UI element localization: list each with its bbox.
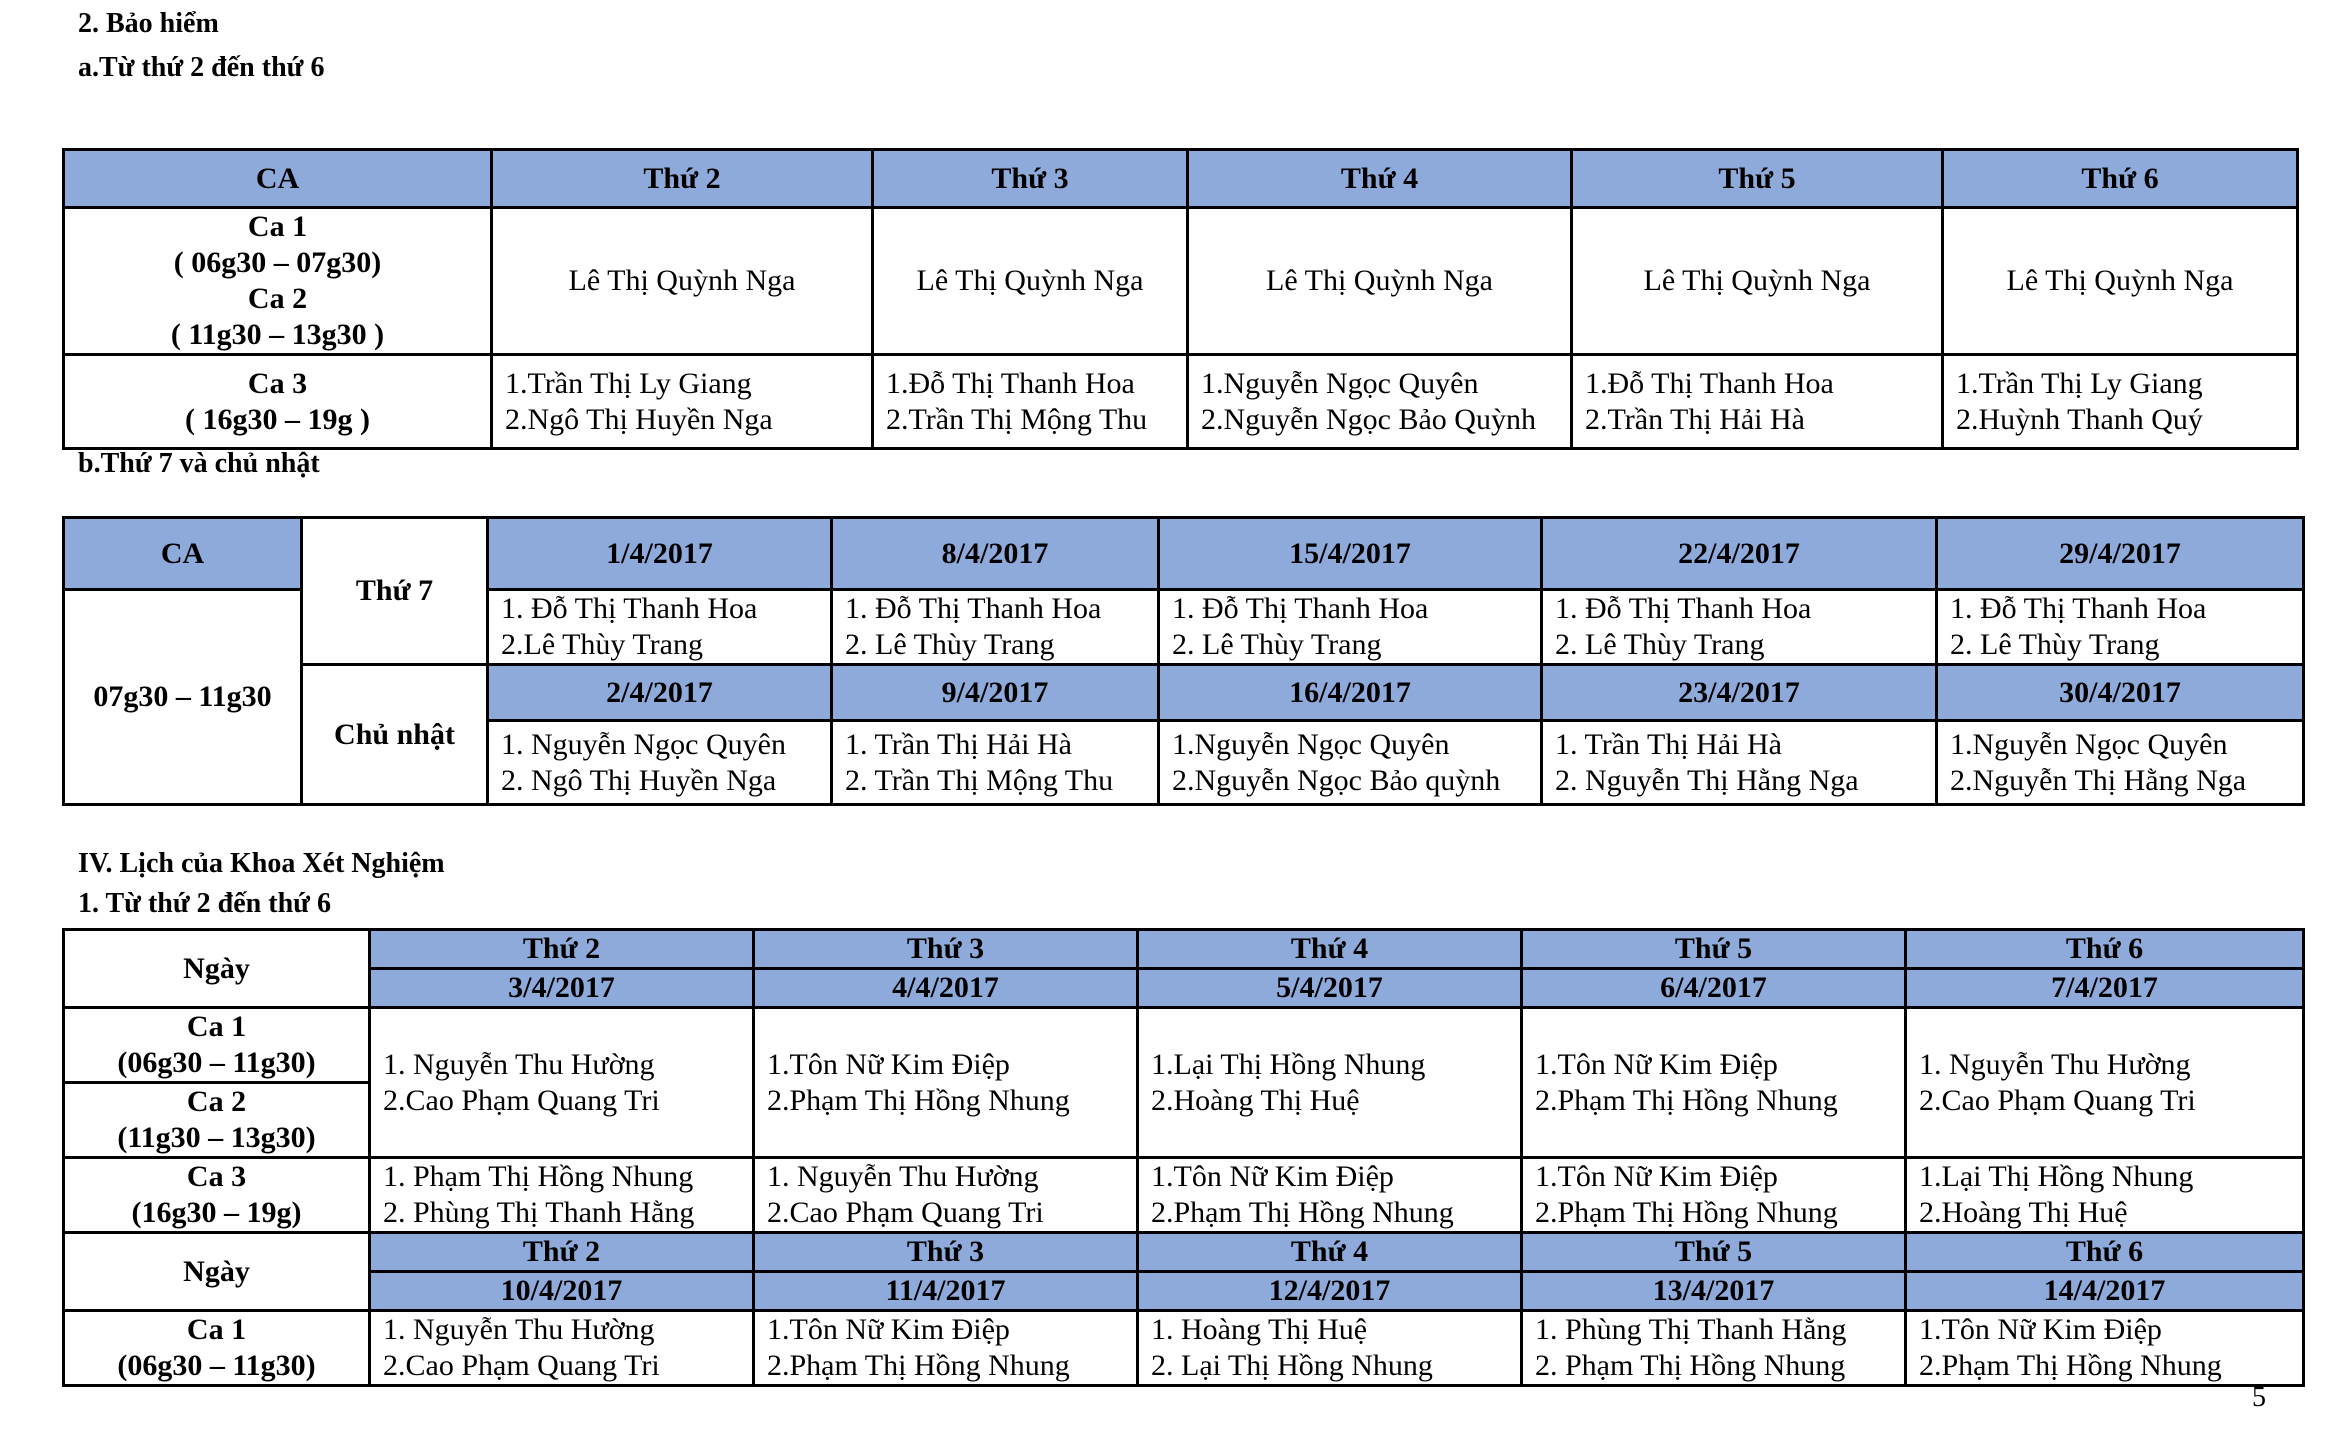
staff-name: 1. Phạm Thị Hồng Nhung <box>383 1160 694 1193</box>
staff-name: 2. Phùng Thị Thanh Hằng <box>383 1196 695 1229</box>
shift-line: ( 11g30 – 13g30 ) <box>170 318 385 351</box>
table-row <box>64 1311 2304 1386</box>
table-cell <box>1906 1311 2304 1386</box>
staff-name: 1. Đỗ Thị Thanh Hoa <box>1950 592 2207 625</box>
staff-name: 2.Cao Phạm Quang Tri <box>767 1196 1044 1229</box>
staff-name: 1.Trần Thị Ly Giang <box>1956 366 2203 400</box>
col-header: Thứ 2 <box>492 150 873 208</box>
table-b-sun-date-row <box>64 665 2304 721</box>
table-cell <box>1937 590 2304 665</box>
date-header: 7/4/2017 <box>1906 969 2304 1008</box>
col-header: Thứ 5 <box>1572 150 1943 208</box>
staff-name: 2.Phạm Thị Hồng Nhung <box>767 1083 1070 1117</box>
staff-name: 1.Đỗ Thị Thanh Hoa <box>1585 366 1834 400</box>
shift-line: ( 06g30 – 07g30) <box>173 246 382 279</box>
staff-name: 1. Đỗ Thị Thanh Hoa <box>1555 592 1812 625</box>
table-a <box>62 148 2299 450</box>
date-header: 10/4/2017 <box>370 1272 754 1311</box>
staff-name: 2. Lê Thùy Trang <box>1950 628 2160 661</box>
staff-name: 2.Phạm Thị Hồng Nhung <box>1535 1083 1838 1117</box>
shift-line: (16g30 – 19g) <box>131 1196 302 1229</box>
staff-name: 1. Phùng Thị Thanh Hằng <box>1535 1313 1847 1346</box>
date-header: 22/4/2017 <box>1542 518 1937 590</box>
staff-name: 1. Nguyễn Thu Hường <box>1919 1047 2191 1081</box>
shift-line: (06g30 – 11g30) <box>117 1046 316 1079</box>
staff-name: 2.Phạm Thị Hồng Nhung <box>1535 1196 1838 1229</box>
shift-label <box>64 355 492 449</box>
table-a-header-row <box>64 150 2298 208</box>
staff-name: 1.Trần Thị Ly Giang <box>505 366 752 400</box>
table-cell <box>1542 721 1937 805</box>
table-cell <box>1188 355 1572 449</box>
table-cell: Lê Thị Quỳnh Nga <box>873 208 1188 355</box>
table-cell <box>1572 355 1943 449</box>
shift-line: ( 16g30 – 19g ) <box>185 402 370 436</box>
staff-name: 1.Nguyễn Ngọc Quyên <box>1950 727 2228 761</box>
week1-date-row <box>64 969 2304 1008</box>
table-cell <box>1138 1158 1522 1233</box>
week2-day-row <box>64 1233 2304 1272</box>
table-row <box>64 208 2298 355</box>
table-cell: Lê Thị Quỳnh Nga <box>1572 208 1943 355</box>
section-title: 2. Bảo hiểm <box>78 8 219 39</box>
shift-label <box>64 1008 370 1083</box>
time-label: 07g30 – 11g30 <box>64 590 302 805</box>
ca-header: CA <box>64 518 302 590</box>
staff-name: 1. Nguyễn Thu Hường <box>383 1047 655 1081</box>
staff-name: 1. Nguyễn Ngọc Quyên <box>501 727 786 761</box>
date-header: 2/4/2017 <box>488 665 832 721</box>
col-header: CA <box>64 150 492 208</box>
staff-name: 1.Tôn Nữ Kim Điệp <box>1919 1313 2162 1346</box>
day-label: Ngày <box>64 930 370 1008</box>
table-cell <box>1522 1311 1906 1386</box>
staff-name: 2.Nguyễn Ngọc Bảo quỳnh <box>1172 763 1501 797</box>
staff-name: 2.Nguyễn Ngọc Bảo Quỳnh <box>1201 402 1536 436</box>
date-header: 12/4/2017 <box>1138 1272 1522 1311</box>
table-cell <box>873 355 1188 449</box>
staff-name: 1.Tôn Nữ Kim Điệp <box>1535 1160 1778 1193</box>
table-cell <box>370 1158 754 1233</box>
table-cell <box>1138 1008 1522 1158</box>
staff-name: 1.Lại Thị Hồng Nhung <box>1151 1047 1426 1081</box>
staff-name: 2. Lê Thùy Trang <box>1172 628 1382 661</box>
table-cell: Lê Thị Quỳnh Nga <box>492 208 873 355</box>
sunday-label: Chủ nhật <box>302 665 488 805</box>
table-b <box>62 516 2305 806</box>
staff-name: 2. Lê Thùy Trang <box>845 628 1055 661</box>
staff-name: 1. Đỗ Thị Thanh Hoa <box>501 592 758 625</box>
table-cell <box>1937 721 2304 805</box>
week1-day-row <box>64 930 2304 969</box>
page-number: 5 <box>2252 1382 2266 1413</box>
date-header: 15/4/2017 <box>1159 518 1542 590</box>
table-cell <box>832 721 1159 805</box>
staff-name: 1. Nguyễn Thu Hường <box>767 1160 1039 1193</box>
table-cell <box>1522 1008 1906 1158</box>
date-header: 8/4/2017 <box>832 518 1159 590</box>
staff-name: 1.Tôn Nữ Kim Điệp <box>1151 1160 1394 1193</box>
day-label: Ngày <box>64 1233 370 1311</box>
staff-name: 1. Đỗ Thị Thanh Hoa <box>845 592 1102 625</box>
table-cell <box>754 1158 1138 1233</box>
shift-line: Ca 3 <box>247 366 308 400</box>
staff-name: 2.Lê Thùy Trang <box>501 628 703 661</box>
day-header: Thứ 2 <box>370 1233 754 1272</box>
table-cell <box>488 590 832 665</box>
shift-label <box>64 1311 370 1386</box>
staff-name: 1. Hoàng Thị Huệ <box>1151 1313 1368 1346</box>
shift-line: Ca 3 <box>186 1160 247 1193</box>
date-header: 9/4/2017 <box>832 665 1159 721</box>
staff-name: 2. Lê Thùy Trang <box>1555 628 1765 661</box>
table-c <box>62 928 2305 1387</box>
date-header: 3/4/2017 <box>370 969 754 1008</box>
table-row <box>64 1158 2304 1233</box>
staff-name: 1.Nguyễn Ngọc Quyên <box>1172 727 1450 761</box>
table-cell <box>1159 721 1542 805</box>
table-cell <box>1522 1158 1906 1233</box>
day-header: Thứ 2 <box>370 930 754 969</box>
table-cell <box>1159 590 1542 665</box>
staff-name: 2.Phạm Thị Hồng Nhung <box>767 1349 1070 1382</box>
staff-name: 2.Hoàng Thị Huệ <box>1151 1083 1360 1117</box>
staff-name: 1.Tôn Nữ Kim Điệp <box>767 1047 1010 1081</box>
table-cell <box>1906 1008 2304 1158</box>
staff-name: 1.Nguyễn Ngọc Quyên <box>1201 366 1479 400</box>
day-header: Thứ 6 <box>1906 930 2304 969</box>
staff-name: 2.Phạm Thị Hồng Nhung <box>1919 1349 2222 1382</box>
table-cell: Lê Thị Quỳnh Nga <box>1943 208 2298 355</box>
staff-name: 1. Nguyễn Thu Hường <box>383 1313 655 1346</box>
staff-name: 1.Tôn Nữ Kim Điệp <box>1535 1047 1778 1081</box>
staff-name: 2. Phạm Thị Hồng Nhung <box>1535 1349 1846 1382</box>
staff-name: 2.Trần Thị Hải Hà <box>1585 402 1805 436</box>
staff-name: 2.Huỳnh Thanh Quý <box>1956 402 2203 436</box>
table-row <box>64 1008 2304 1083</box>
table-cell <box>370 1008 754 1158</box>
table-cell <box>1138 1311 1522 1386</box>
table-cell <box>370 1311 754 1386</box>
date-header: 23/4/2017 <box>1542 665 1937 721</box>
day-header: Thứ 3 <box>754 1233 1138 1272</box>
week2-date-row <box>64 1272 2304 1311</box>
table-cell <box>754 1008 1138 1158</box>
staff-name: 2.Phạm Thị Hồng Nhung <box>1151 1196 1454 1229</box>
table-cell <box>754 1311 1138 1386</box>
day-header: Thứ 3 <box>754 930 1138 969</box>
staff-name: 2.Trần Thị Mộng Thu <box>886 402 1148 436</box>
day-header: Thứ 5 <box>1522 930 1906 969</box>
staff-name: 2. Lại Thị Hồng Nhung <box>1151 1349 1433 1382</box>
staff-name: 2.Cao Phạm Quang Tri <box>1919 1083 2196 1117</box>
day-header: Thứ 4 <box>1138 1233 1522 1272</box>
staff-name: 2. Ngô Thị Huyền Nga <box>501 763 777 797</box>
day-header: Thứ 6 <box>1906 1233 2304 1272</box>
sub-a-title: a.Từ thứ 2 đến thứ 6 <box>78 52 325 83</box>
date-header: 6/4/2017 <box>1522 969 1906 1008</box>
table-cell <box>488 721 832 805</box>
table-cell <box>492 355 873 449</box>
staff-name: 2.Cao Phạm Quang Tri <box>383 1349 660 1382</box>
date-header: 14/4/2017 <box>1906 1272 2304 1311</box>
day-header: Thứ 4 <box>1138 930 1522 969</box>
sub-b-title: b.Thứ 7 và chủ nhật <box>78 448 320 479</box>
shift-line: Ca 1 <box>186 1010 247 1043</box>
col-header: Thứ 6 <box>1943 150 2298 208</box>
staff-name: 1.Đỗ Thị Thanh Hoa <box>886 366 1135 400</box>
shift-label <box>64 1158 370 1233</box>
staff-name: 1. Đỗ Thị Thanh Hoa <box>1172 592 1429 625</box>
date-header: 30/4/2017 <box>1937 665 2304 721</box>
staff-name: 2.Hoàng Thị Huệ <box>1919 1196 2128 1229</box>
shift-line: Ca 2 <box>247 282 308 315</box>
table-cell: Lê Thị Quỳnh Nga <box>1188 208 1572 355</box>
col-header: Thứ 4 <box>1188 150 1572 208</box>
staff-name: 2.Ngô Thị Huyền Nga <box>505 402 773 436</box>
date-header: 5/4/2017 <box>1138 969 1522 1008</box>
shift-line: Ca 2 <box>186 1085 247 1118</box>
table-cell <box>832 590 1159 665</box>
staff-name: 1.Tôn Nữ Kim Điệp <box>767 1313 1010 1346</box>
staff-name: 2.Nguyễn Thị Hằng Nga <box>1950 763 2247 797</box>
staff-name: 1. Trần Thị Hải Hà <box>1555 727 1782 761</box>
date-header: 13/4/2017 <box>1522 1272 1906 1311</box>
table-cell <box>1906 1158 2304 1233</box>
shift-label <box>64 1083 370 1158</box>
table-cell <box>1542 590 1937 665</box>
staff-name: 1.Lại Thị Hồng Nhung <box>1919 1160 2194 1193</box>
shift-line: Ca 1 <box>247 210 308 243</box>
shift-label <box>64 208 492 355</box>
date-header: 11/4/2017 <box>754 1272 1138 1311</box>
date-header: 1/4/2017 <box>488 518 832 590</box>
staff-name: 1. Trần Thị Hải Hà <box>845 727 1072 761</box>
date-header: 29/4/2017 <box>1937 518 2304 590</box>
sub-iv1-title: 1. Từ thứ 2 đến thứ 6 <box>78 888 331 919</box>
section-iv-title: IV. Lịch của Khoa Xét Nghiệm <box>78 848 445 879</box>
day-header: Thứ 5 <box>1522 1233 1906 1272</box>
saturday-label: Thứ 7 <box>302 518 488 665</box>
table-cell <box>1943 355 2298 449</box>
table-b-sat-date-row <box>64 518 2304 590</box>
staff-name: 2.Cao Phạm Quang Tri <box>383 1083 660 1117</box>
shift-line: (06g30 – 11g30) <box>117 1349 316 1382</box>
shift-line: Ca 1 <box>186 1313 247 1346</box>
date-header: 16/4/2017 <box>1159 665 1542 721</box>
shift-line: (11g30 – 13g30) <box>117 1121 316 1154</box>
table-row <box>64 355 2298 449</box>
staff-name: 2. Trần Thị Mộng Thu <box>845 763 1114 797</box>
date-header: 4/4/2017 <box>754 969 1138 1008</box>
staff-name: 2. Nguyễn Thị Hằng Nga <box>1555 763 1859 797</box>
col-header: Thứ 3 <box>873 150 1188 208</box>
